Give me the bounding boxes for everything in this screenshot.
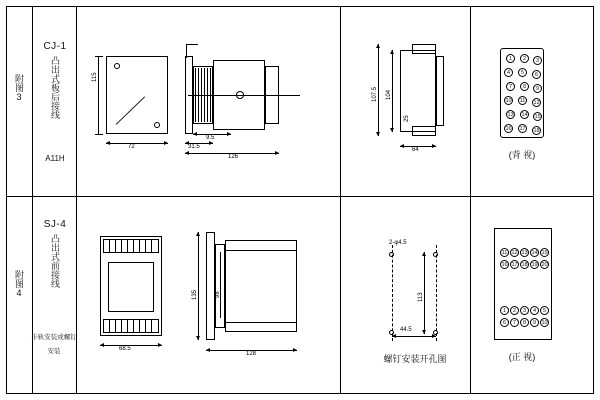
sj4-panel-width-arrow-r xyxy=(432,334,436,338)
cj1-pin: 8 xyxy=(520,82,529,91)
cj1-pin: 15 xyxy=(534,114,541,120)
cj1-rear-caption: (背 视) xyxy=(508,150,536,160)
row1-model: CJ-1 xyxy=(43,41,67,52)
column-divider-3 xyxy=(340,6,341,394)
sj4-pin-bottom: 2 xyxy=(510,306,519,315)
sj4-pin-top: 13 xyxy=(521,250,528,256)
cj1-side-leader-h xyxy=(186,44,198,45)
sj4-pin-top: 20 xyxy=(541,262,548,268)
row1-index: 附图3 xyxy=(14,74,24,102)
cj1-panel-top-tab xyxy=(412,44,436,54)
cj1-front-width-dim: 72 xyxy=(128,144,135,150)
row1-footnote: A11H xyxy=(45,154,65,163)
cj1-front-hole-bottom xyxy=(154,122,160,128)
sj4-panel-dim-113: 113 xyxy=(418,292,424,302)
sj4-pin-top: 17 xyxy=(511,262,518,268)
cj1-side-dim1-arrow-r xyxy=(209,141,213,145)
cj1-front-dim-tick-bottom xyxy=(95,134,103,135)
cj1-pin: 10 xyxy=(505,98,512,104)
sj4-side-dim-98: 98 xyxy=(215,291,221,298)
cj1-pin: 16 xyxy=(505,126,512,132)
cj1-pin: 17 xyxy=(519,126,526,132)
cj1-pin: 2 xyxy=(520,54,529,63)
cj1-pin: 14 xyxy=(521,112,528,118)
cj1-side-dim-31-5: 31.5 xyxy=(188,144,200,150)
sj4-panel-hole-top xyxy=(389,252,394,257)
cj1-panel-width-arrow-l xyxy=(400,144,404,148)
sj4-side-case xyxy=(225,240,297,332)
sj4-side-total-arrow-r xyxy=(293,348,297,352)
sj4-pin-top: 16 xyxy=(501,262,508,268)
sj4-pin-top: 12 xyxy=(511,250,518,256)
cj1-pin: 12 xyxy=(533,100,540,106)
cj1-panel-dim-outer-line xyxy=(378,44,379,136)
sj4-panel-height-arrow-d xyxy=(422,330,426,334)
sj4-panel-height-line xyxy=(424,252,425,334)
cj1-side-centerline xyxy=(188,95,300,96)
cj1-panel-width-arrow-r xyxy=(432,144,436,148)
cj1-front-arrow-left xyxy=(106,141,110,145)
sj4-panel-width-line xyxy=(392,336,436,337)
cj1-pin: 13 xyxy=(507,112,514,118)
sj4-front-terminals-bottom xyxy=(104,320,158,332)
cj1-pin: 6 xyxy=(532,70,541,79)
sj4-front-width-arrow-r xyxy=(158,343,162,347)
sj4-side-h-arrow-d xyxy=(196,336,200,340)
sj4-side-dim-sub-line xyxy=(220,252,221,318)
sj4-front-width-arrow-l xyxy=(100,343,104,347)
sj4-front-dim-68-5: 68.5 xyxy=(119,346,131,352)
sj4-panel-dim-44-5: 44.5 xyxy=(400,327,412,333)
sj4-pin-bottom: 1 xyxy=(500,306,509,315)
row2-index: 附图4 xyxy=(14,270,24,298)
cj1-side-total-arrow-r xyxy=(275,151,279,155)
sj4-panel-width-arrow-l xyxy=(392,334,396,338)
sj4-pin-top: 18 xyxy=(521,262,528,268)
row-divider xyxy=(6,196,594,197)
cj1-side-leader xyxy=(186,44,187,58)
cj1-front-dim-line-h xyxy=(106,143,168,144)
cj1-panel-side xyxy=(436,56,444,126)
row2-description: 凸出式前接线 xyxy=(50,234,60,288)
cj1-pin: 18 xyxy=(533,128,540,134)
cj1-panel-dim-inner-line xyxy=(392,50,393,132)
cj1-pin: 3 xyxy=(533,56,542,65)
cj1-side-shaft xyxy=(236,91,244,99)
sj4-pin-top: 11 xyxy=(501,250,508,256)
sj4-side-top-edge xyxy=(225,250,297,251)
sj4-side-total-arrow-l xyxy=(206,348,210,352)
sj4-pin-top: 19 xyxy=(531,262,538,268)
sj4-pin-bottom: 7 xyxy=(510,318,519,327)
sj4-side-dim-h-line xyxy=(198,232,199,340)
sj4-pin-bottom: 8 xyxy=(520,318,529,327)
cj1-panel-dim-64: 64 xyxy=(412,147,419,153)
sj4-pin-bottom: 10 xyxy=(541,320,548,326)
cj1-panel-dim-107-5: 107.5 xyxy=(372,86,378,102)
cj1-front-height-dim: 115 xyxy=(92,72,98,82)
sj4-pin-bottom: 5 xyxy=(540,306,549,315)
cj1-pin: 9 xyxy=(533,84,542,93)
sj4-side-bottom-edge xyxy=(225,322,297,323)
row2-footnote: 卡轨安装或螺钉安装 xyxy=(31,334,77,355)
cj1-panel-inner-arrow-d xyxy=(390,128,394,132)
sj4-side-dim-135: 135 xyxy=(192,289,198,300)
cj1-pin: 7 xyxy=(506,82,515,91)
sj4-pin-top: 15 xyxy=(541,250,548,256)
sj4-pin-bottom: 3 xyxy=(520,306,529,315)
sj4-side-h-arrow-u xyxy=(196,232,200,236)
sj4-panel-caption: 螺钉安装开孔图 xyxy=(383,354,447,364)
sj4-pin-bottom: 4 xyxy=(530,306,539,315)
sj4-side-flange xyxy=(206,232,215,340)
cj1-side-dim-126: 126 xyxy=(228,154,239,160)
cj1-front-dim-tick-top xyxy=(95,56,103,57)
sj4-front-caption: (正 视) xyxy=(508,352,536,362)
sj4-panel-left-axis xyxy=(392,245,393,341)
cj1-pin: 1 xyxy=(506,54,515,63)
cj1-panel-outer-arrow-d xyxy=(376,132,380,136)
sj4-pin-bottom: 9 xyxy=(530,318,539,327)
sj4-front-terminals-top xyxy=(104,240,158,252)
cj1-front-dim-line-v xyxy=(98,56,99,134)
row2-model: SJ-4 xyxy=(43,219,67,230)
row1-description: 凸出式板后接线 xyxy=(50,56,60,119)
cj1-pin: 4 xyxy=(504,68,513,77)
sj4-front-width-line xyxy=(100,345,162,346)
sj4-pin-top: 14 xyxy=(531,250,538,256)
cj1-panel-outer-arrow-u xyxy=(376,44,380,48)
cj1-front-arrow-right xyxy=(164,141,168,145)
cj1-pin: 5 xyxy=(518,68,527,77)
cj1-panel-dim-104: 104 xyxy=(386,89,392,100)
cj1-side-dim2-arrow-l xyxy=(193,132,197,136)
sj4-side-dim-128: 128 xyxy=(246,351,257,357)
cj1-panel-dim-25: 25 xyxy=(404,115,410,122)
column-divider-4 xyxy=(470,6,471,394)
sj4-pin-bottom: 6 xyxy=(500,318,509,327)
cj1-pin: 11 xyxy=(519,98,526,104)
sj4-panel-height-arrow-u xyxy=(422,252,426,256)
sj4-panel-right-axis xyxy=(436,245,437,341)
cj1-panel-bottom-tab xyxy=(412,126,436,136)
sj4-panel-hole-top-right xyxy=(433,252,438,257)
cj1-side-total-arrow-l xyxy=(185,151,189,155)
cj1-side-dim2-arrow-r xyxy=(227,132,231,136)
cj1-panel-inner-arrow-u xyxy=(390,50,394,54)
cj1-front-hole-top xyxy=(114,63,120,69)
sj4-panel-hole-note: 2-φ4.5 xyxy=(389,240,407,246)
cj1-side-dim-9-5: 9.5 xyxy=(206,135,215,141)
sj4-front-window xyxy=(108,262,154,312)
